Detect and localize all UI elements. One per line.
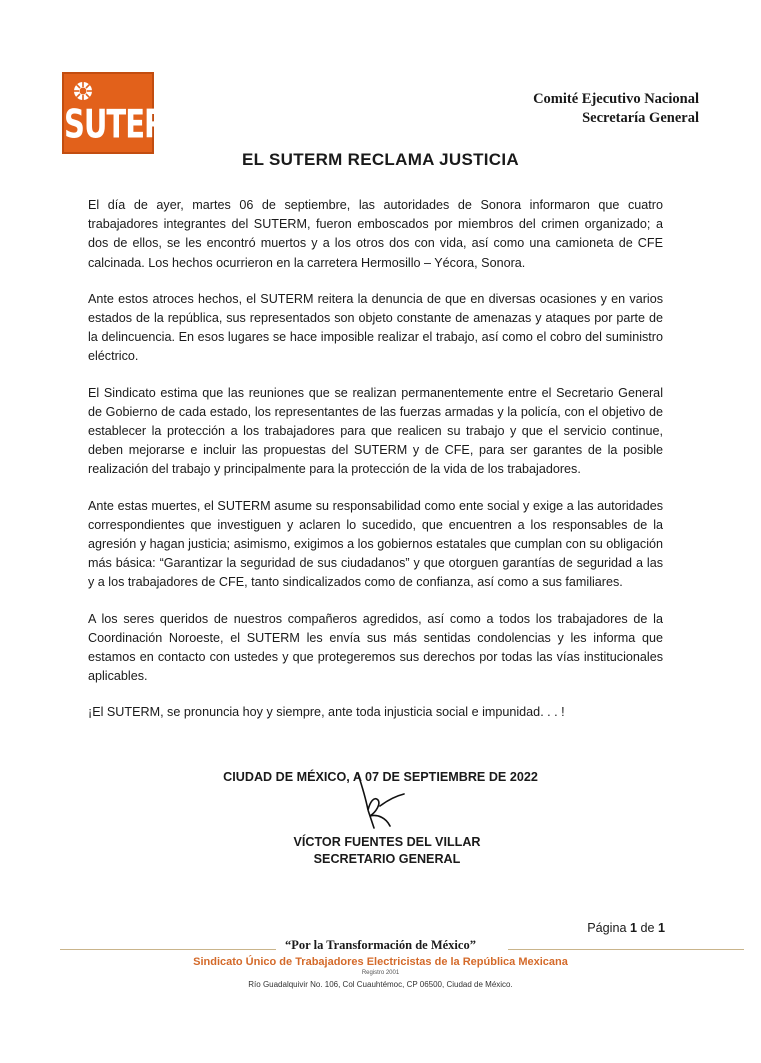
- gear-wheel-icon: [72, 80, 94, 102]
- document-body: [88, 196, 663, 740]
- committee-name: Comité Ejecutivo Nacional: [533, 91, 699, 107]
- signature-block: [272, 834, 502, 868]
- paragraph: Ante estas muertes, el SUTERM asume su responsabilidad como ente social y exige a las autoridades correspondientes que investiguen y aclaren lo sucedido, que encuentren a los responsables de la agresión y hagan justicia; asimismo, exigimos a los gobiernos estatales que cumplan con su obligación más básica: “Garantizar la seguridad de sus ciudadanos” y que otorguen garantías de seguridad a las y a los trabajadores de CFE, tanto sindicalizados como de confianza, así como a sus familiares.: [88, 498, 663, 590]
- signer-position: SECRETARIO GENERAL: [313, 852, 461, 866]
- footer-organization: Sindicato Único de Trabajadores Electricistas de la República Mexicana: [193, 956, 568, 968]
- signer-name: VÍCTOR FUENTES DEL VILLAR: [293, 835, 481, 849]
- paragraph: El Sindicato estima que las reuniones que se realizan permanentemente entre el Secretario General de Gobierno de cada estado, los representantes de las fuerzas armadas y la policía, con el objetivo de establecer la protección a los trabajadores para que realicen su trabajo y que el servicio continue, deben mejorarse e incluir las propuestas del SUTERM y de CFE, para ser garantes de la posible realización del trabajo y principalmente para la protección de la vida de los trabajadores.: [88, 385, 663, 477]
- paragraph: A los seres queridos de nuestros compañeros agredidos, así como a todos los trabajadores de la Coordinación Noroeste, el SUTERM les envía sus más sentidas condolencias y les informa que estamos en contacto con ustedes y que protegeremos sus derechos por todas las vías institucionales aplicables.: [88, 611, 663, 684]
- office-name: Secretaría General: [582, 110, 699, 126]
- page-number: [587, 921, 665, 935]
- page-current: 1: [629, 921, 637, 935]
- logo-text: SUTERM: [64, 101, 194, 147]
- page-total: 1: [657, 921, 665, 935]
- letterhead: [533, 90, 699, 128]
- footer-motto: “Por la Transformación de México”: [285, 938, 476, 952]
- footer-registry: Registro 2001: [361, 970, 400, 976]
- paragraph: El día de ayer, martes 06 de septiembre, las autoridades de Sonora informaron que cuatro trabajadores integrantes del SUTERM, fueron emboscados por miembros del crimen organizado; a dos de ellos, se les encontró muertos y a los otros dos con vida, así como una camioneta de CFE calcinada. Los hechos ocurrieron en la carretera Hermosillo – Yécora, Sonora.: [88, 198, 663, 270]
- handwritten-signature: [340, 766, 410, 836]
- page-label: Página: [587, 921, 627, 935]
- suterm-logo: [62, 72, 194, 154]
- place-and-date: CIUDAD DE MÉXICO, A 07 DE SEPTIEMBRE DE 2022: [223, 770, 538, 784]
- paragraph: ¡El SUTERM, se pronuncia hoy y siempre, ante toda injusticia social e impunidad. . . !: [88, 705, 565, 720]
- document-title: EL SUTERM RECLAMA JUSTICIA: [242, 150, 519, 169]
- footer-address: Río Guadalquivir No. 106, Col Cuauhtémoc, CP 06500, Ciudad de México.: [248, 980, 513, 989]
- paragraph: Ante estos atroces hechos, el SUTERM reitera la denuncia de que en diversas ocasiones y en varios estados de la república, sus representados son objeto constante de amenazas y ataques por parte de la delincuencia. En esos lugares se hace imposible realizar el trabajo, así como el cobro del suministro eléctrico.: [88, 291, 663, 364]
- page-of: de: [640, 921, 655, 935]
